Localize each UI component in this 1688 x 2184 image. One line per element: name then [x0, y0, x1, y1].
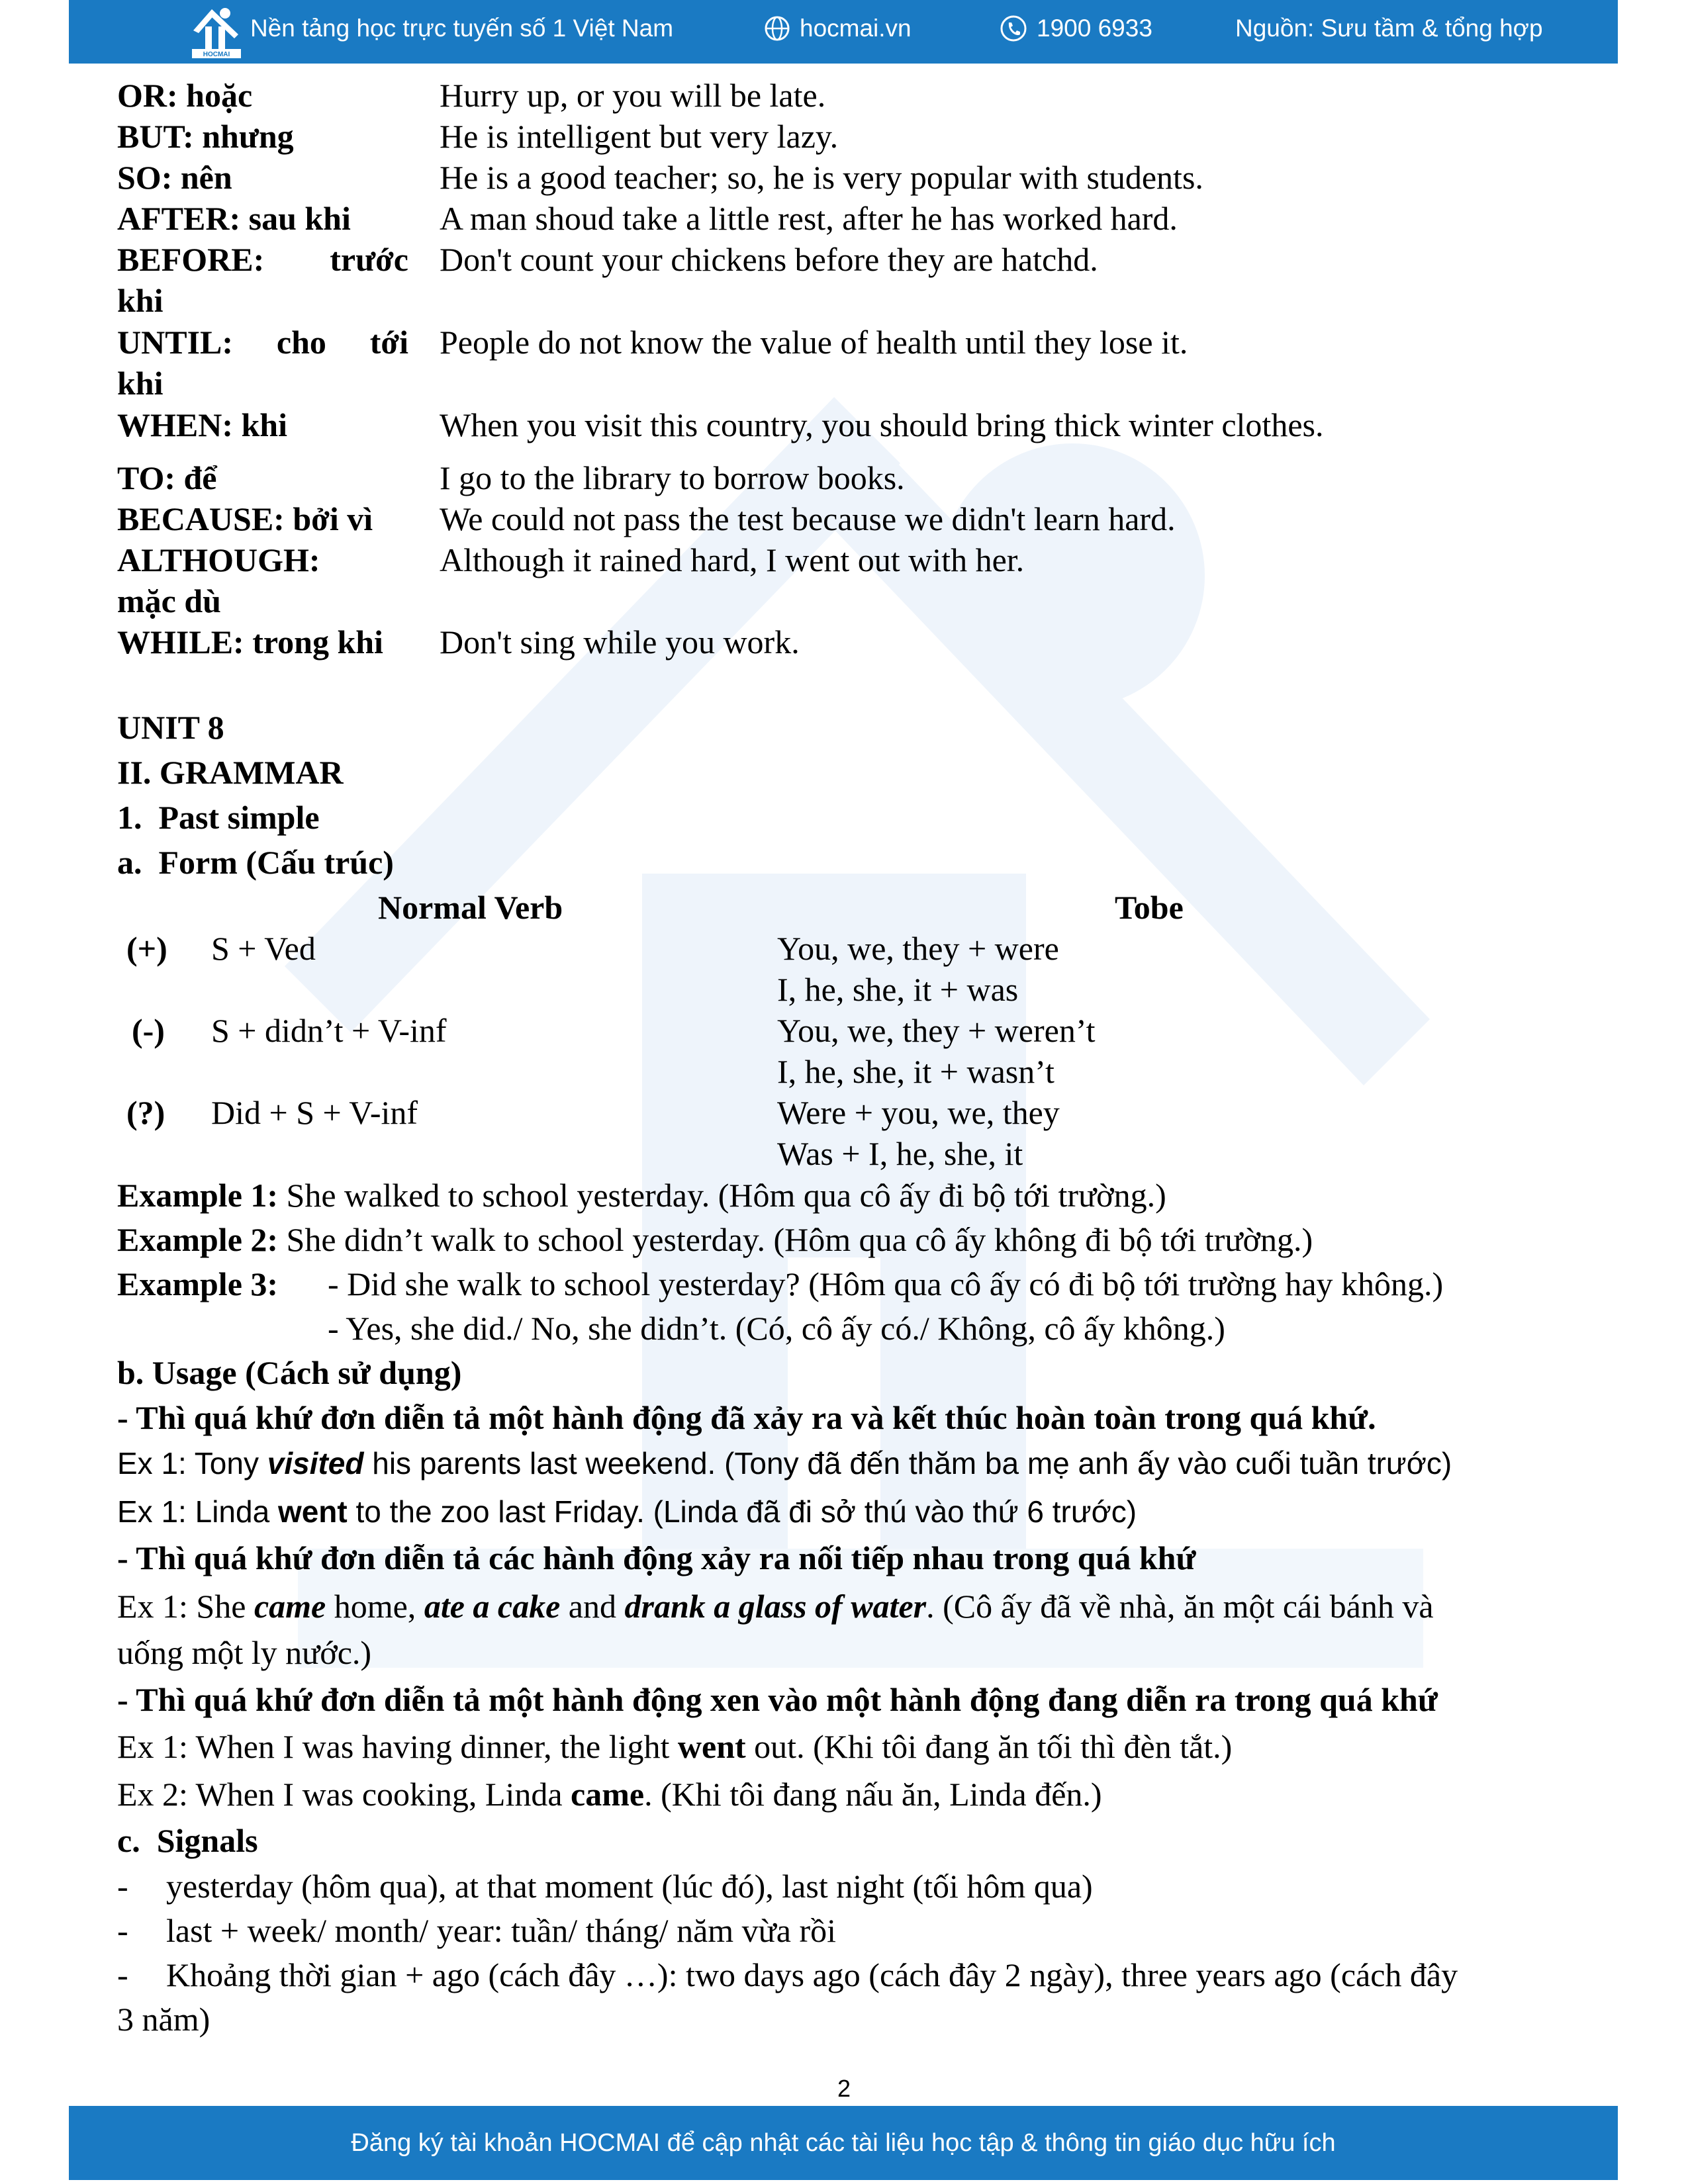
conjunction-example: People do not know the value of health until they lose it.: [440, 324, 1188, 361]
conjunction-term: TO: để: [117, 459, 217, 496]
unit-title: UNIT 8: [117, 709, 224, 746]
signal-bullet: -: [117, 1956, 128, 1993]
usage-example-4: [117, 1726, 1232, 1767]
conjunction-term: [117, 322, 408, 404]
example-label: Example 2:: [117, 1221, 279, 1258]
example-text: She walked to school yesterday. (Hôm qua cô ấy đi bộ tới trường.): [278, 1177, 1166, 1214]
conjunction-term-line1: UNTIL: cho tới: [117, 324, 408, 361]
conjunction-example: Hurry up, or you will be late.: [440, 77, 826, 114]
verb-highlight: went: [677, 1728, 746, 1765]
text-segment: . (Khi tôi đang nấu ăn, Linda đến.): [644, 1776, 1102, 1813]
signals-heading: c. Signals: [117, 1822, 258, 1859]
tobe-form: I, he, she, it + was: [777, 971, 1019, 1008]
example-3-question: - Did she walk to school yesterday? (Hôm qua cô ấy có đi bộ tới trường hay không.): [328, 1265, 1444, 1302]
conjunction-example: I go to the library to borrow books.: [440, 459, 905, 496]
conjunction-example: When you visit this country, you should bring thick winter clothes.: [440, 406, 1324, 443]
text-segment: and: [560, 1588, 625, 1625]
sign-negative: (-): [132, 1012, 165, 1049]
tobe-form: I, he, she, it + wasn’t: [777, 1053, 1055, 1090]
usage-example-2: [117, 1491, 1137, 1532]
verb-highlight: came: [254, 1588, 326, 1625]
page-number: 2: [837, 2075, 851, 2102]
topic-title: 1. Past simple: [117, 799, 320, 836]
usage-heading: b. Usage (Cách sử dụng): [117, 1354, 462, 1391]
header-phone[interactable]: [1000, 15, 1152, 42]
header-tagline: Nền tảng học trực tuyến số 1 Việt Nam: [250, 15, 674, 42]
text-segment: Ex 1: She: [117, 1588, 254, 1625]
header-website[interactable]: [764, 15, 912, 42]
conjunction-term-line1: BEFORE: trước: [117, 241, 408, 278]
conjunction-term: WHILE: trong khi: [117, 623, 383, 660]
website-text: hocmai.vn: [800, 15, 912, 42]
usage-rule-3: - Thì quá khứ đơn diễn tả một hành động xen vào một hành động đang diễn ra trong quá khứ: [117, 1681, 1438, 1718]
conjunction-example: He is a good teacher; so, he is very popular with students.: [440, 159, 1203, 196]
page-header: [69, 0, 1618, 64]
signal-bullet: -: [117, 1912, 128, 1949]
verb-highlight: came: [571, 1776, 645, 1813]
text-segment: to the zoo last Friday. (Linda đã đi sở thú vào thứ 6 trước): [347, 1494, 1137, 1529]
normal-verb-form: S + Ved: [211, 930, 316, 967]
sign-question: (?): [126, 1094, 165, 1131]
text-segment: his parents last weekend. (Tony đã đến thăm ba mẹ anh ấy vào cuối tuần trước): [363, 1446, 1452, 1480]
conjunction-example: Don't count your chickens before they are hatchd.: [440, 241, 1098, 278]
tobe-form: You, we, they + were: [777, 930, 1059, 967]
signal-bullet: -: [117, 1868, 128, 1905]
usage-example-1: [117, 1443, 1452, 1484]
example-3-label: Example 3:: [117, 1265, 279, 1302]
verb-highlight: ate a cake: [424, 1588, 561, 1625]
text-segment: Ex 1: Tony: [117, 1446, 267, 1480]
verb-highlight: drank a glass of water: [624, 1588, 927, 1625]
globe-icon: [764, 15, 790, 42]
hocmai-logo-icon: [188, 4, 245, 60]
conjunction-example: Although it rained hard, I went out with her.: [440, 541, 1025, 578]
example-label: Example 1:: [117, 1177, 279, 1214]
phone-icon: [1000, 15, 1027, 42]
page-footer: [69, 2106, 1618, 2180]
phone-text: 1900 6933: [1037, 15, 1152, 42]
text-segment: home,: [326, 1588, 424, 1625]
footer-text: Đăng ký tài khoản HOCMAI để cập nhật các tài liệu học tập & thông tin giáo dục hữu ích: [351, 2128, 1336, 2157]
signal-item: Khoảng thời gian + ago (cách đây …): two days ago (cách đây 2 ngày), three years ago (cách đây: [166, 1956, 1458, 1993]
signal-item: yesterday (hôm qua), at that moment (lúc đó), last night (tối hôm qua): [166, 1868, 1093, 1905]
text-segment: Ex 1: When I was having dinner, the light: [117, 1728, 678, 1765]
conjunction-term: [117, 239, 408, 321]
conjunction-term: WHEN: khi: [117, 406, 288, 443]
conjunction-term: OR: hoặc: [117, 77, 253, 114]
usage-rule-1: - Thì quá khứ đơn diễn tả một hành động đã xảy ra và kết thúc hoàn toàn trong quá khứ.: [117, 1399, 1376, 1436]
conjunction-example: Don't sing while you work.: [440, 623, 800, 660]
usage-example-3: [117, 1586, 1434, 1627]
conjunction-term-line2: mặc dù: [117, 582, 221, 619]
tobe-form: You, we, they + weren’t: [777, 1012, 1096, 1049]
tobe-form: Were + you, we, they: [777, 1094, 1060, 1131]
sign-positive: (+): [126, 930, 167, 967]
text-segment: . (Cô ấy đã về nhà, ăn một cái bánh và: [926, 1588, 1434, 1625]
logo-text: HOCMAI: [203, 51, 230, 58]
usage-example-5: [117, 1774, 1102, 1815]
normal-verb-form: S + didn’t + V-inf: [211, 1012, 447, 1049]
verb-highlight: visited: [267, 1446, 364, 1480]
usage-rule-2: - Thì quá khứ đơn diễn tả các hành động xảy ra nối tiếp nhau trong quá khứ: [117, 1539, 1196, 1576]
tobe-form: Was + I, he, she, it: [777, 1135, 1023, 1172]
conjunction-term-line1: ALTHOUGH:: [117, 541, 320, 578]
text-segment: Ex 1: Linda: [117, 1494, 278, 1529]
example-2: [117, 1219, 1313, 1260]
normal-verb-form: Did + S + V-inf: [211, 1094, 418, 1131]
conjunction-term-line2: khi: [117, 365, 164, 402]
conjunction-example: A man shoud take a little rest, after he has worked hard.: [440, 200, 1178, 237]
header-source: Nguồn: Sưu tầm & tổng hợp: [1235, 15, 1543, 42]
example-text: She didn’t walk to school yesterday. (Hôm qua cô ấy không đi bộ tới trường.): [278, 1221, 1313, 1258]
conjunction-term: AFTER: sau khi: [117, 200, 351, 237]
text-segment: out. (Khi tôi đang ăn tối thì đèn tắt.): [745, 1728, 1233, 1765]
section-title: II. GRAMMAR: [117, 754, 344, 791]
conjunction-term-line2: khi: [117, 282, 164, 319]
conjunction-term: [117, 539, 408, 621]
conjunction-example: He is intelligent but very lazy.: [440, 118, 839, 155]
column-header-tobe: Tobe: [1115, 889, 1184, 926]
verb-highlight: went: [277, 1494, 348, 1529]
example-3-answer: - Yes, she did./ No, she didn’t. (Có, cô ấy có./ Không, cô ấy không.): [328, 1310, 1225, 1347]
conjunction-term: BECAUSE: bởi vì: [117, 500, 373, 537]
form-heading: a. Form (Cấu trúc): [117, 844, 394, 881]
usage-example-3-continued: uống một ly nước.): [117, 1634, 372, 1671]
signal-item: last + week/ month/ year: tuần/ tháng/ năm vừa rồi: [166, 1912, 836, 1949]
conjunction-example: We could not pass the test because we didn't learn hard.: [440, 500, 1176, 537]
signal-item-continued: 3 năm): [117, 2001, 211, 2038]
conjunction-term: BUT: nhưng: [117, 118, 294, 155]
text-segment: Ex 2: When I was cooking, Linda: [117, 1776, 571, 1813]
column-header-normal-verb: Normal Verb: [378, 889, 563, 926]
conjunction-term: SO: nên: [117, 159, 232, 196]
example-1: [117, 1175, 1166, 1216]
